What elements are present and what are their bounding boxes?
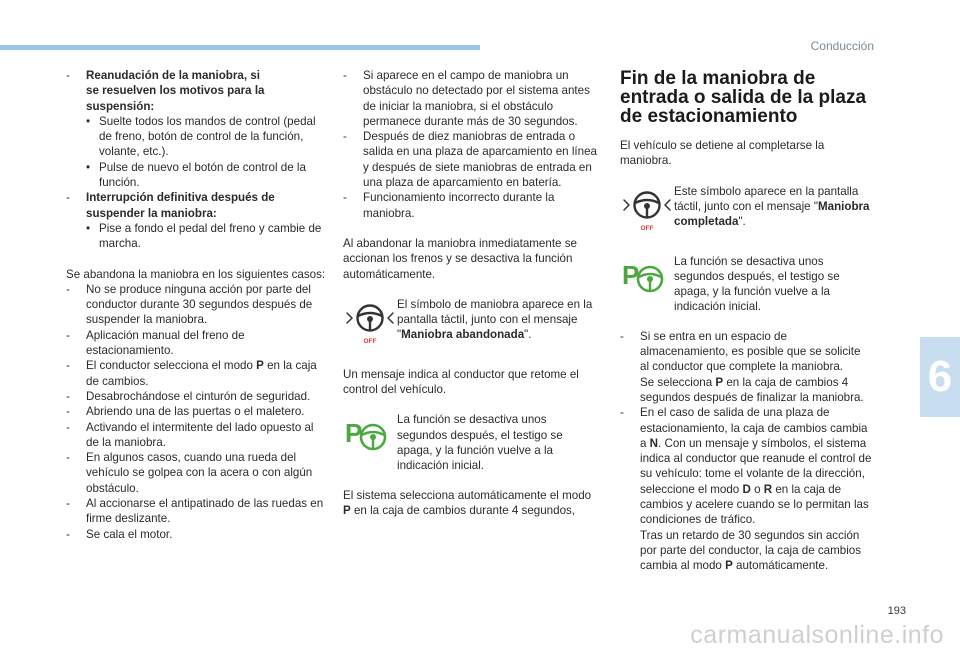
steering-wheel-off-icon — [620, 188, 674, 234]
list-item: - El conductor selecciona el modo P en la caja de cambios. — [66, 358, 328, 389]
watermark: carmanualsonline.info — [690, 620, 944, 649]
list-item: - Abriendo una de las puertas o el maletero. — [66, 404, 328, 419]
item-title: se resuelven los motivos para la — [86, 84, 265, 98]
bullet-item: • Pulse de nuevo el botón de control de la función. — [66, 160, 328, 191]
off-label: OFF — [640, 224, 654, 232]
icon-row — [620, 184, 872, 240]
paragraph: El sistema selecciona automáticamente el modo P en la caja de cambios durante 4 segundos, — [343, 488, 592, 517]
list-item: - Funcionamiento incorrecto durante la maniobra. — [343, 190, 598, 221]
p-label: P — [622, 259, 640, 290]
list-item: - Activando el intermitente del lado opuesto al de la maniobra. — [66, 420, 328, 451]
list-item: - Desabrochándose el cinturón de seguridad. — [66, 389, 328, 404]
list-item: - Si se entra en un espacio de almacenamiento, es posible que se solicite al conductor que complete la maniobra. Se selecciona P en la caja de cambios 4 segundos después de finalizar la maniobra. — [620, 329, 872, 405]
icon-description: La función se desactiva unos segundos después, el testigo se apaga, y la función vuelve a la indicación inicial. — [674, 254, 840, 314]
off-label: OFF — [363, 337, 377, 345]
list-item: - Si aparece en el campo de maniobra un obstáculo no detectado por el sistema antes de iniciar la maniobra, si el obstáculo permanece durante más de 30 segundos. — [343, 68, 598, 129]
bullet-item: • Suelte todos los mandos de control (pedal de freno, botón de control de la función, volante, etc.). — [66, 114, 328, 160]
item-title: Reanudación de la maniobra, si — [86, 69, 260, 82]
chapter-tab: 6 — [920, 337, 960, 417]
section-title: Conducción — [810, 39, 874, 53]
bullet-item: • Pise a fondo el pedal del freno y cambie de marcha. — [66, 221, 328, 252]
list-item: - Aplicación manual del freno de estacionamiento. — [66, 328, 328, 359]
list-item: - En algunos casos, cuando una rueda del vehículo se golpea con la acera o con algún obstáculo. — [66, 450, 328, 496]
list-item: - Después de diez maniobras de entrada o salida en una plaza de aparcamiento en línea y después de siete maniobras de entrada en una plaza de aparcamiento en batería. — [343, 129, 598, 190]
list-item: - Se cala el motor. — [66, 527, 328, 542]
column-right — [620, 68, 872, 574]
paragraph: El vehículo se detiene al completarse la maniobra. — [620, 139, 825, 168]
steering-wheel-off-icon — [343, 301, 397, 347]
section-heading: Fin de la maniobra de entrada o salida de la plaza de estacionamiento — [620, 68, 867, 127]
list-item: - Al accionarse el antipatinado de las ruedas en firme deslizante. — [66, 496, 328, 527]
park-assist-p-icon — [620, 258, 674, 304]
header-accent-bar — [0, 45, 480, 50]
icon-row — [343, 412, 598, 473]
icon-description: Este símbolo aparece en la pantalla táctil, junto con el mensaje "Maniobra completada". — [674, 184, 870, 229]
page-number: 193 — [887, 605, 906, 617]
list-item — [66, 190, 328, 221]
icon-description: La función se desactiva unos segundos después, el testigo se apaga, y la función vuelve a la indicación inicial. — [397, 413, 563, 473]
list-item: - En el caso de salida de una plaza de estacionamiento, la caja de cambios cambia a N. Con un mensaje y símbolos, el sistema indica al conductor que reanude el control de su vehículo: tome el volante de la dirección, seleccione el modo D o R en la caja de cambios y acelere cuando se lo permitan las condiciones de tráfico. Tras un retardo de 30 segundos sin acción por parte del conductor, la caja de cambios cambia al modo P automáticamente. — [620, 405, 872, 573]
paragraph: Un mensaje indica al conductor que retome el control del vehículo. — [343, 367, 579, 397]
column-left — [66, 68, 328, 542]
column-middle — [343, 68, 598, 518]
item-title: Interrupción definitiva después de suspender la maniobra: — [86, 191, 275, 220]
p-label: P — [345, 418, 363, 449]
item-title: suspensión: — [86, 99, 155, 113]
icon-row — [620, 254, 872, 315]
paragraph: Se abandona la maniobra en los siguientes casos: — [66, 267, 326, 281]
park-assist-p-icon — [343, 416, 397, 462]
icon-row — [343, 297, 598, 353]
icon-description: El símbolo de maniobra aparece en la pantalla táctil, junto con el mensaje "Maniobra abandonada". — [397, 297, 593, 342]
list-item: - No se produce ninguna acción por parte del conductor durante 30 segundos después de suspender la maniobra. — [66, 282, 328, 328]
paragraph: Al abandonar la maniobra inmediatamente se accionan los frenos y se desactiva la función automáticamente. — [343, 236, 577, 281]
list-item — [66, 68, 328, 114]
